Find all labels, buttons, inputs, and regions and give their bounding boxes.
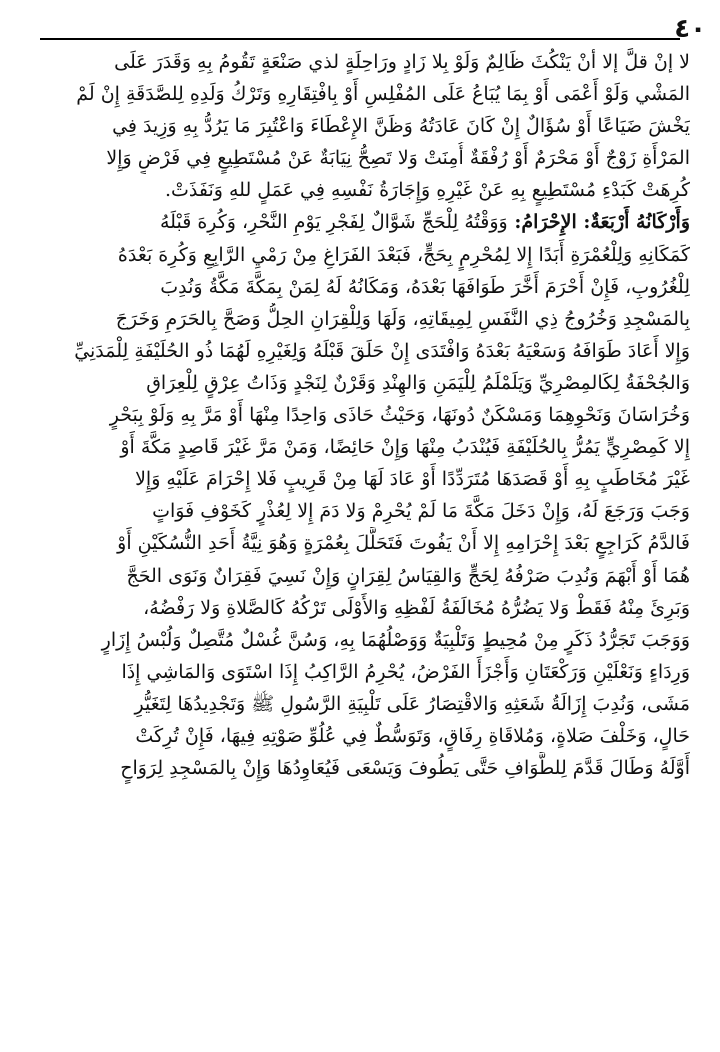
line-text: وَجَبَ وَرَجَعَ لَهُ، وَإِنْ دَخَلَ مَكَّةَ مَا لَمْ يُحْرِمْ وَلا دَمَ إِلا لِعُذْرٍ كَخَوْفِ فَوَاتٍ: [152, 500, 690, 523]
line-text: حَالٍ، وَخَلْفَ صَلاةٍ، وَمُلاقَاةِ رِفَاقٍ، وَتَوَسُّطٌ فِي عُلُوِّ صَوْتِهِ فِيهَا، فَإِنْ تُرِكَتْ: [135, 724, 690, 747]
text-line: [30, 174, 690, 206]
line-text: وَوَجَبَ تَجَرُّدُ ذَكَرٍ مِنْ مُحِيطٍ وَتَلْبِيَةٌ وَوَصْلُهُمَا بِهِ، وَسُنَّ غُسْلٌ مُتَّصِلٌ وَلُبْسُ إِزَارٍ: [101, 628, 690, 651]
line-text: وَإِلا أَعَادَ طَوَافَهُ وَسَعْيَهُ بَعْدَهُ وَافْتَدَى إِنْ حَلَقَ قَبْلَهُ وَلِغَيْرِهِ لَهُمَا ذُو الحُلَيْفَةِ لِلْمَدَنِيِّ: [74, 339, 690, 362]
line-text: كُرِهَتْ كَبَدْءِ مُسْتَطِيعٍ بِهِ عَنْ غَيْرِهِ وَإِجَارَةُ نَفْسِهِ فِي عَمَلٍ للهِ وَنَفَذَتْ.: [164, 179, 690, 202]
text-line: [30, 431, 690, 463]
text-line: [30, 110, 690, 142]
text-line: [30, 624, 690, 656]
line-text: مَشَى، وَنُدِبَ إِزَالَةُ شَعَثِهِ وَالاقْتِصَارُ عَلَى تَلْبِيَةِ الرَّسُولِ ﷺ وَتَجْدِيدُهَا لِتَغَيُّرِ: [134, 692, 690, 715]
text-line: [30, 78, 690, 110]
text-line: [30, 592, 690, 624]
line-text: غَيْرَ مُخَاطَبٍ بِهِ أَوْ قَصَدَهَا مُتَرَدِّدًا أَوْ عَادَ لَهَا مِنْ قَرِيبٍ فَلا إِحْرَامَ عَلَيْهِ وَإِلا: [135, 468, 690, 491]
text-line: [30, 271, 690, 303]
text-line: [30, 335, 690, 367]
text-line: [30, 46, 690, 78]
line-text: المَشْي وَلَوْ أَعْمَى أَوْ بِمَا يُبَاعُ عَلَى المُفْلِسِ أَوْ بِافْتِقَارِهِ وَتَرْكُ وَلَدِهِ لِلصَّدَقَةِ إِنْ لَمْ: [76, 83, 690, 106]
section-heading: وَأَرْكَانُهُ أَرْبَعَةٌ: الإِحْرَامُ:: [507, 211, 690, 234]
page-number: ٤٠: [674, 14, 706, 44]
line-text: كَمَكَانِهِ وَلِلْعُمْرَةِ أَبَدًا إِلا لِمُحْرِمٍ بِحَجٍّ، فَبَعْدَ الفَرَاغِ مِنْ رَمْيِ الرَّابِعِ وَكُرِهَ بَعْدَهُ: [117, 243, 690, 266]
line-text: أَوَّلَهُ وَطَالَ قَدَّمَ لِلطَّوَافِ حَتَّى يَطُوفَ وَيَسْعَى فَيُعَاوِدُهَا وَإِنْ بِالمَسْجِدِ لِرَوَاحٍ: [120, 757, 690, 780]
text-line: [30, 688, 690, 720]
text-line: [30, 752, 690, 784]
text-line: [30, 303, 690, 335]
line-text: فَالدَّمُ كَرَاجِعٍ بَعْدَ إِحْرَامِهِ إِلا أَنْ يَفُوتَ فَتَحَلَّلَ بِعُمْرَةٍ وَهُوَ نِيَّةُ أَحَدِ النُّسُكَيْنِ أَوْ: [117, 532, 690, 555]
text-line: [30, 142, 690, 174]
text-line: [30, 367, 690, 399]
text-line: [30, 463, 690, 495]
text-line: [30, 239, 690, 271]
line-text: هُمَا أَوْ أَبْهَمَ وَنُدِبَ صَرْفُهُ لِحَجٍّ وَالقِيَاسُ لِقِرَانٍ وَإِنْ نَسِيَ فَقِرَانٌ وَنَوَى الحَجَّ: [126, 564, 690, 587]
text-line: [30, 206, 690, 238]
text-line: [30, 399, 690, 431]
line-text: بِالمَسْجِدِ وَخُرُوجُ ذِي النَّفَسِ لِمِيقَاتِهِ، وَلَهَا وَلِلْقِرَانِ الحِلُّ وَصَحَّ بِالحَرَمِ وَخَرَجَ: [115, 307, 690, 330]
line-text: لِلْغُرُوبِ، فَإِنْ أَحْرَمَ أَخَّرَ طَوَافَهَا بَعْدَهُ، وَمَكَانُهُ لَهُ لِمَنْ بِمَكَّةَ مَكَّةُ وَنُدِبَ: [160, 275, 690, 298]
line-text: وَالجُحْفَةُ لِكَالمِصْرِيِّ وَيَلَمْلَمُ لِلْيَمَنِ وَالهِنْدِ وَقَرْنٌ لِنَجْدٍ وَذَاتُ عِرْقٍ لِلْعِرَاقِ: [146, 371, 690, 394]
text-line: [30, 495, 690, 527]
line-text: المَرْأَةِ زَوْجٌ أَوْ مَحْرَمٌ أَوْ رُفْقَةٌ أُمِنَتْ وَلا تَصِحُّ نِيَابَةٌ عَنْ مُسْتَطِيعٍ فِي فَرْضٍ وَإِلا: [106, 147, 690, 170]
line-text: وَبَرِئَ مِنْهُ فَقَطْ وَلا يَضُرُّهُ مُخَالَفَةُ لَفْظِهِ وَالأَوْلَى تَرْكُهُ كَالصَّلاةِ وَلا رَفْضُهُ،: [143, 596, 690, 619]
text-line: [30, 720, 690, 752]
text-line: [30, 656, 690, 688]
line-text: وَخُرَاسَانَ وَنَحْوِهِمَا وَمَسْكَنٌ دُونَهَا، وَحَيْثُ حَاذَى وَاحِدًا مِنْهَا أَوْ مَرَّ بِهِ وَلَوْ بِبَحْرٍ: [109, 404, 690, 427]
body-text: [30, 46, 690, 784]
line-text: إِلا كَمِصْرِيٍّ يَمُرُّ بِالحُلَيْفَةِ فَيُنْدَبُ مِنْهَا وَإِنْ حَائِضًا، وَمَنْ مَرَّ غَيْرَ قَاصِدٍ مَكَّةَ أَوْ: [120, 436, 690, 459]
line-text: وَرِدَاءٍ وَنَعْلَيْنِ وَرَكْعَتَانِ وَأَجْزَأَ الفَرْضُ، يُحْرِمُ الرَّاكِبُ إِذَا اسْتَوَى وَالمَاشِي إِذَا: [121, 660, 690, 683]
text-line: [30, 560, 690, 592]
header-rule: [40, 38, 680, 40]
line-text: لا إنْ قلَّ إلا أنْ يَنْكُثَ ظَالِمٌ وَلَوْ بِلا زَادٍ ورَاحِلَةٍ لذي صَنْعَةٍ تَقُومُ بِهِ وَقَدَرَ عَلَى: [114, 51, 690, 73]
line-text: يَخْشَ ضَيَاعًا أَوْ سُؤَالٌ إِنْ كَانَ عَادَتُهُ وَظَنَّ الإِعْطَاءَ وَاعْتُبِرَ مَا يَرُدُّ بِهِ وَزِيدَ فِي: [112, 115, 690, 138]
line-text: وَوَقْتُهُ لِلْحَجِّ شَوَّالٌ لِفَجْرِ يَوْمِ النَّحْرِ، وَكُرِهَ قَبْلَهُ: [159, 211, 508, 234]
text-line: [30, 527, 690, 559]
